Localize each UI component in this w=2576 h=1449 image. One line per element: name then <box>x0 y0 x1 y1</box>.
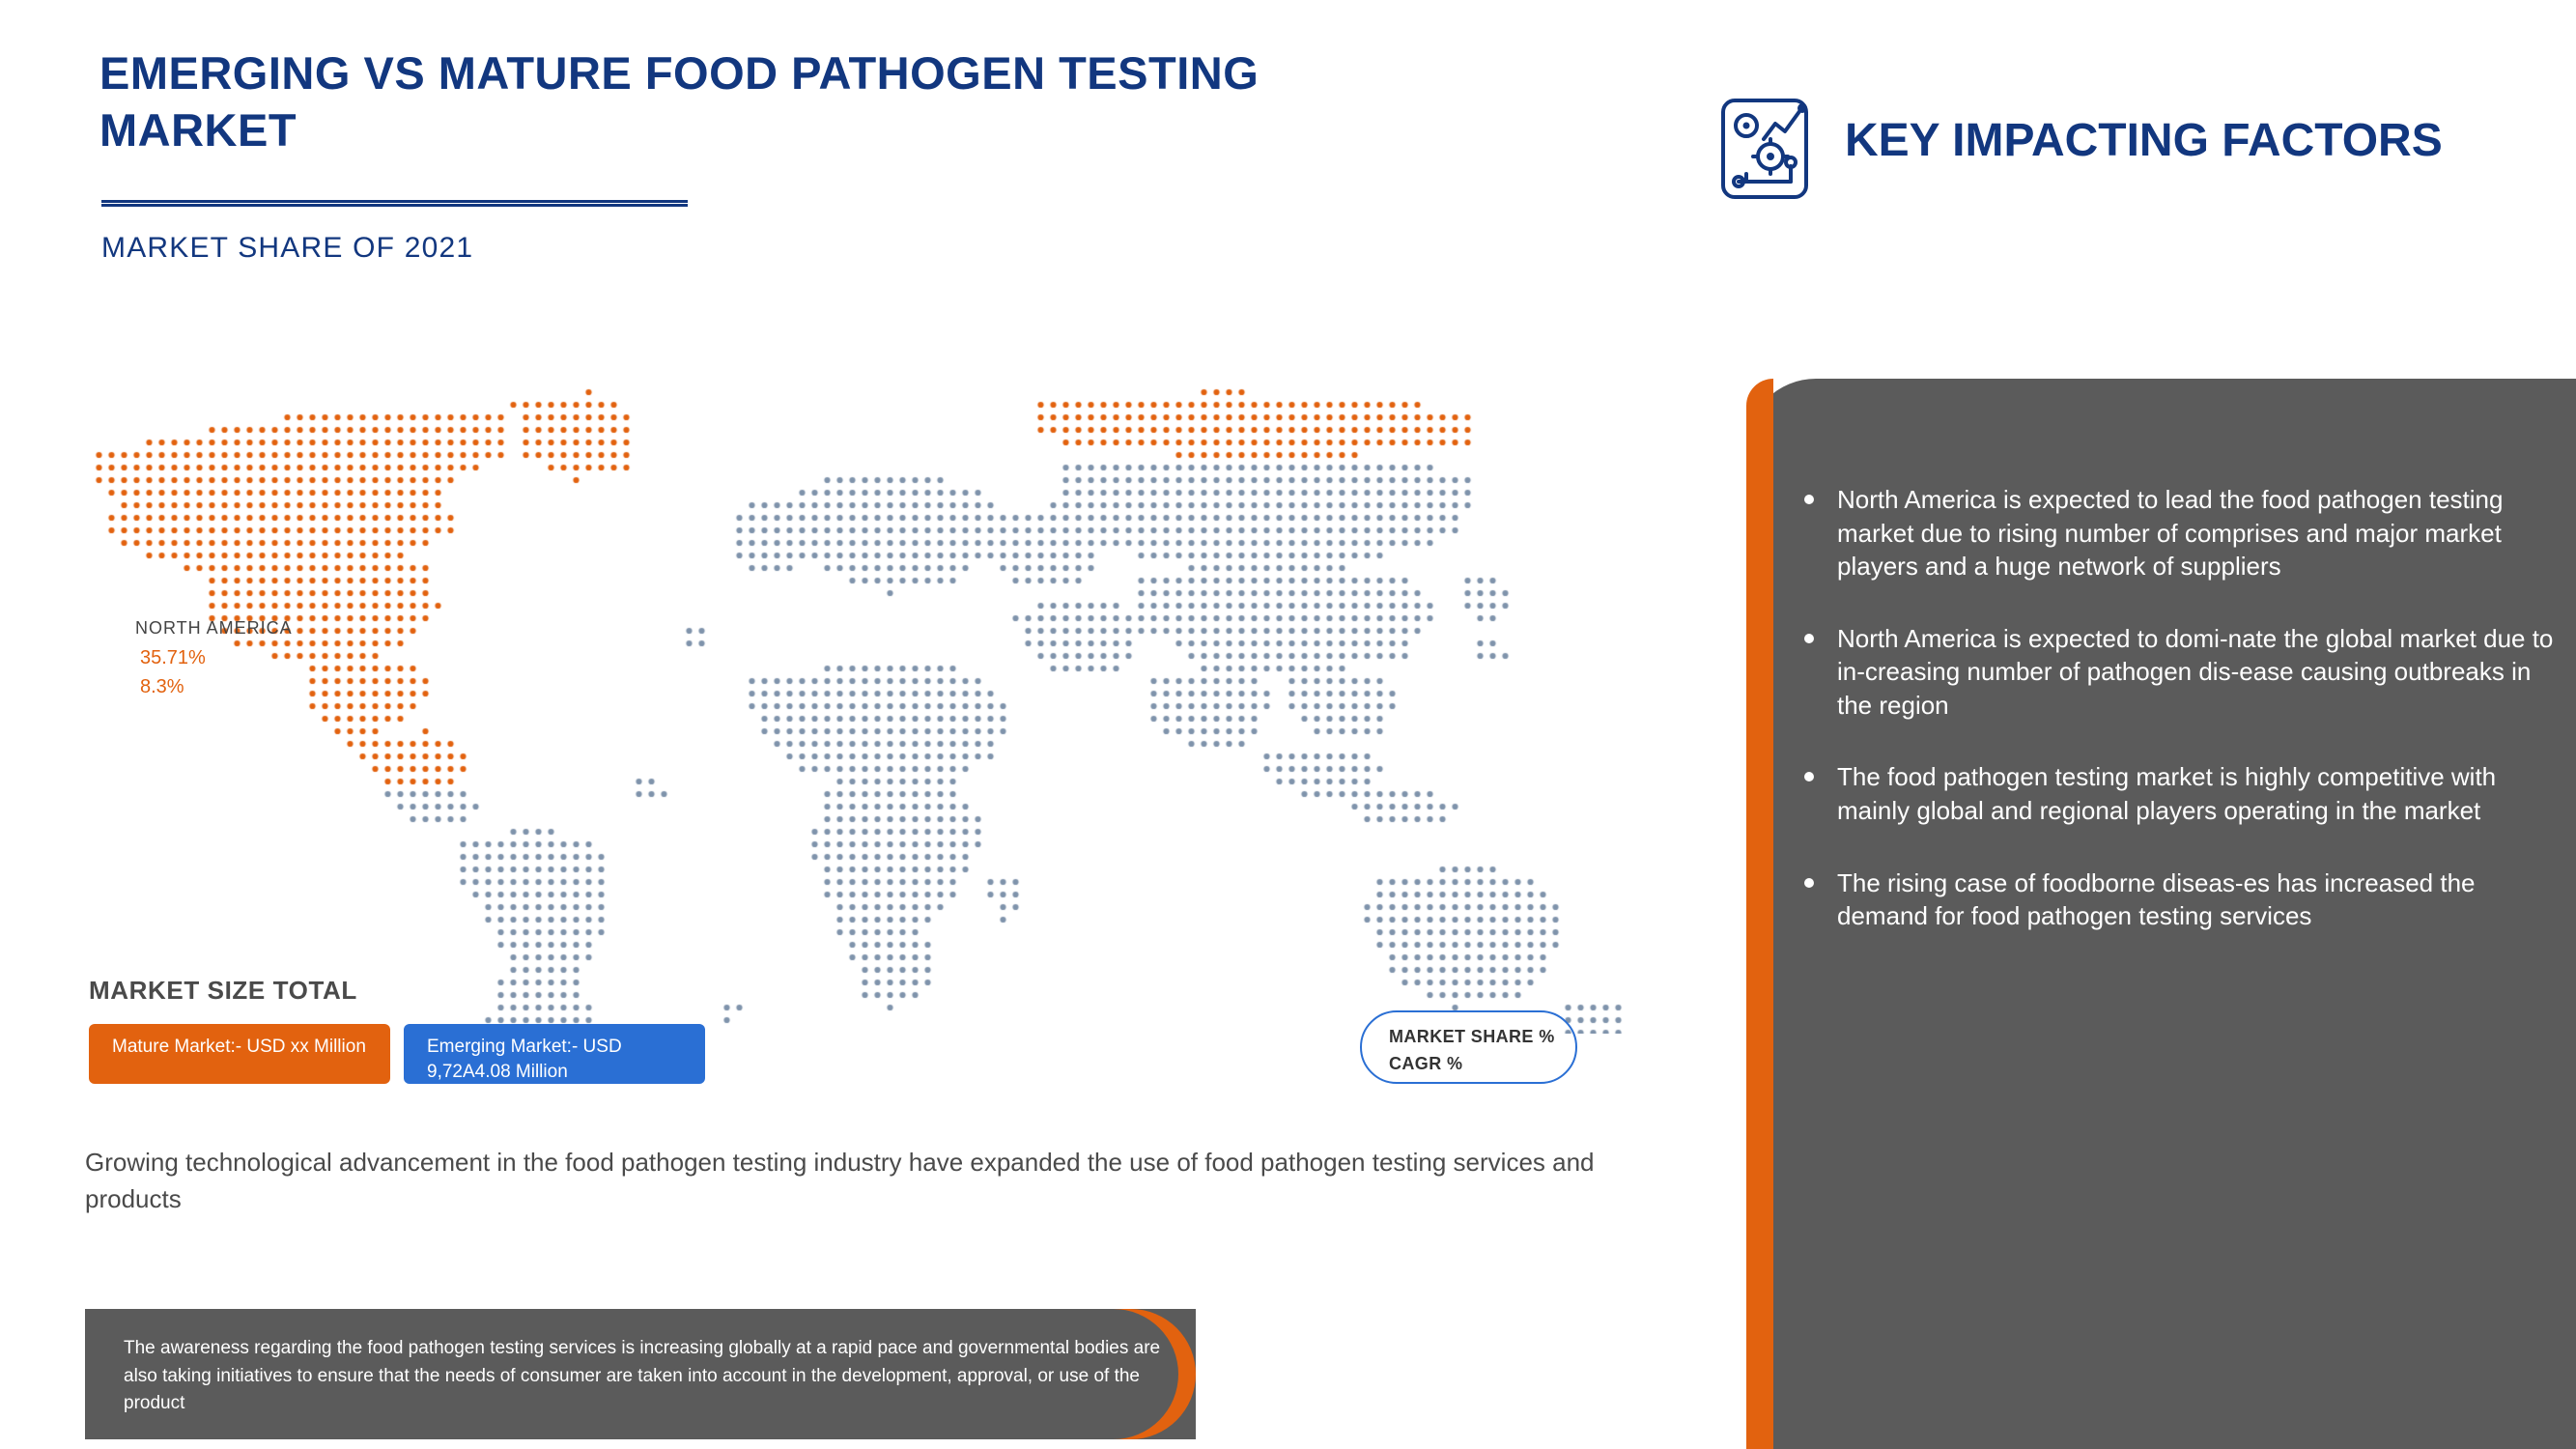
map-region-share: 35.71% <box>140 647 206 668</box>
map-region-cagr: 8.3% <box>140 676 184 697</box>
list-item <box>1797 760 2560 827</box>
legend-market-share-label: MARKET SHARE % <box>1389 1027 1555 1046</box>
bullet-icon <box>1804 772 1814 781</box>
list-item <box>1797 483 2560 583</box>
map-region-label: NORTH AMERICA <box>135 618 293 638</box>
emerging-market-pill: Emerging Market:- USD 9,72A4.08 Million <box>404 1024 705 1084</box>
bottom-note-text: The awareness regarding the food pathogen testing services is increasing globally at a rapid pace and governmental bodies are also taking initiatives to ensure that the needs of consumer are taken into account in the development, approval, or use of the product <box>124 1338 1161 1413</box>
list-item-text: North America is expected to domi-nate the global market due to in-creasing number of pathogen dis-ease causing outbreaks in the region <box>1837 623 2554 720</box>
mature-market-pill: Mature Market:- USD xx Million <box>89 1024 390 1084</box>
world-dot-map <box>58 338 1632 1034</box>
page-title: EMERGING VS MATURE FOOD PATHOGEN TESTING MARKET <box>99 47 1260 156</box>
list-item-text: The food pathogen testing market is highly competitive with mainly global and regional players operating in the market <box>1837 762 2497 826</box>
list-item-text: The rising case of foodborne diseas-es has increased the demand for food pathogen testing services <box>1837 867 2476 931</box>
bullet-icon <box>1804 878 1814 888</box>
page-subtitle: MARKET SHARE OF 2021 <box>101 232 474 264</box>
world-map-canvas <box>58 338 1632 1034</box>
market-size-heading: MARKET SIZE TOTAL <box>89 976 357 1005</box>
key-factors-title: KEY IMPACTING FACTORS <box>1845 115 2443 166</box>
list-item <box>1797 867 2560 933</box>
growth-note: Growing technological advancement in the food pathogen testing industry have expanded the use of food pathogen testing services and products <box>85 1148 1595 1213</box>
key-factors-accent-bar <box>1746 379 1773 1449</box>
network-gear-icon <box>1717 97 1822 201</box>
bullet-icon <box>1804 634 1814 643</box>
title-divider <box>101 200 688 207</box>
list-item-text: North America is expected to lead the food pathogen testing market due to rising number of comprises and major market players and a huge network of suppliers <box>1837 485 2504 582</box>
bullet-icon <box>1804 495 1814 504</box>
legend-cagr-label: CAGR % <box>1389 1053 1463 1073</box>
key-factors-list <box>1797 483 2560 972</box>
list-item <box>1797 622 2560 723</box>
map-legend <box>1360 1010 1577 1084</box>
